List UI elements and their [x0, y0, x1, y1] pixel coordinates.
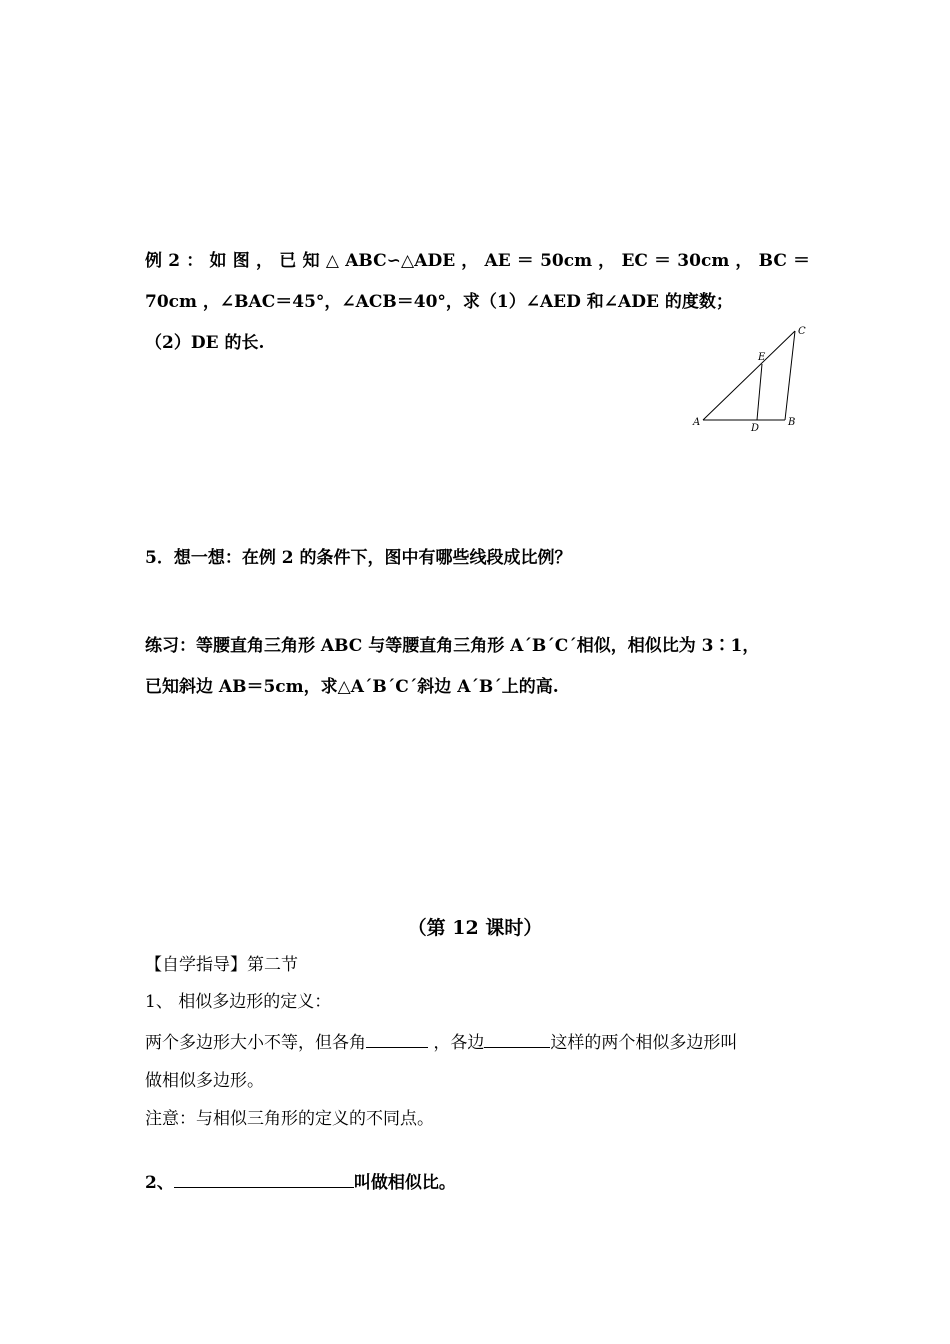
ratio-blank[interactable]: [174, 1171, 354, 1188]
angle-blank[interactable]: [366, 1031, 428, 1048]
label-e: E: [758, 352, 766, 363]
example2-line2: 70cm ，∠BAC＝45°，∠ACB＝40°，求（1）∠AED 和∠ADE 的度数；: [145, 292, 733, 312]
item2-prefix: 2、: [145, 1173, 174, 1193]
self-study-guide: 【自学指导】第二节: [145, 955, 298, 975]
definition-line2: 做相似多边形。: [145, 1071, 264, 1091]
label-a: A: [693, 417, 701, 428]
definition-part1: 两个多边形大小不等，但各角: [145, 1033, 366, 1053]
item2-suffix: 叫做相似比。: [353, 1173, 456, 1193]
triangle-figure: [685, 320, 815, 435]
exercise-line2: 已知斜边 AB＝5cm，求△A´B´C´斜边 A´B´上的高.: [145, 677, 559, 697]
label-d: D: [751, 423, 760, 434]
label-c: C: [798, 326, 806, 337]
item1-title: 1、 相似多边形的定义：: [145, 992, 332, 1012]
example2-line1: 例 2 ： 如 图 ， 已 知 △ ABC∽△ADE ， AE ＝ 50cm ， EC ＝ 30cm ， BC ＝: [145, 251, 810, 271]
segment-bc: [785, 331, 795, 420]
note: 注意：与相似三角形的定义的不同点。: [145, 1109, 434, 1129]
definition-part3: 这样的两个相似多边形叫: [550, 1033, 738, 1053]
label-b: B: [788, 417, 796, 428]
segment-de: [757, 364, 762, 420]
segment-ac: [703, 331, 795, 420]
example2-line3: （2）DE 的长.: [145, 333, 265, 353]
exercise-line1: 练习：等腰直角三角形 ABC 与等腰直角三角形 A´B´C´相似，相似比为 3∶1，: [145, 636, 760, 656]
question-5: 5．想一想：在例 2 的条件下，图中有哪些线段成比例？: [145, 548, 572, 568]
definition-part2: ，各边: [428, 1033, 485, 1053]
lesson-title: （第 12 课时）: [407, 917, 543, 939]
side-blank[interactable]: [484, 1031, 550, 1048]
item2: [145, 1171, 810, 1193]
definition-line1: [145, 1031, 810, 1053]
